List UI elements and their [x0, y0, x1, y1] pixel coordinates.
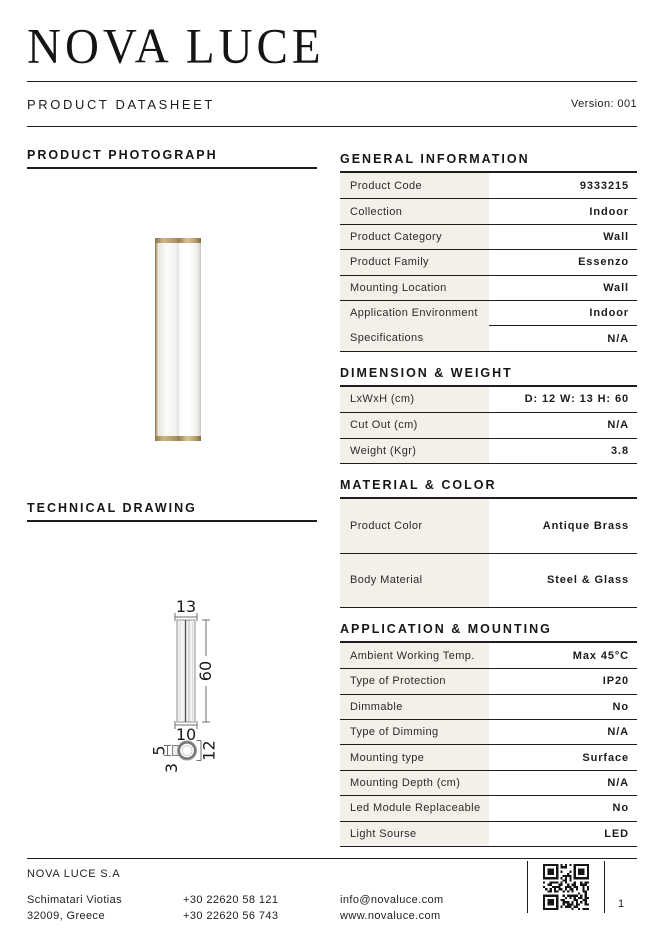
qr-code-icon: [543, 864, 589, 910]
spec-row: [340, 719, 637, 744]
left-column: [27, 148, 317, 858]
spec-label: Weight (Kgr): [340, 439, 489, 463]
spec-label: LxWxH (cm): [340, 387, 489, 412]
spec-value: Indoor: [589, 205, 629, 218]
spec-label: Mounting Depth (cm): [340, 771, 489, 795]
footer-contacts: [340, 893, 444, 924]
page-title: PRODUCT DATASHEET: [27, 96, 215, 112]
spec-table-title: MATERIAL & COLOR: [340, 478, 637, 499]
spec-label: Specifications: [340, 325, 489, 350]
spec-value: Surface: [582, 751, 629, 764]
spec-value: No: [612, 700, 629, 713]
email-text: info@novaluce.com: [340, 894, 444, 906]
spec-table: [340, 152, 637, 352]
spec-value: N/A: [607, 777, 629, 790]
spec-row: [340, 643, 637, 668]
spec-table: [340, 622, 637, 847]
address-line-1: Schimatari Viotias: [27, 894, 123, 906]
section-title-technical-drawing: TECHNICAL DRAWING: [27, 501, 317, 522]
content: [0, 148, 664, 858]
spec-row: [340, 499, 637, 553]
spec-label: Mounting Location: [340, 276, 489, 300]
spec-row: [340, 412, 637, 437]
section-title-product-photograph: PRODUCT PHOTOGRAPH: [27, 148, 317, 169]
spec-label: Application Environment: [340, 301, 489, 325]
spec-value: Antique Brass: [542, 519, 629, 532]
spec-row: [340, 795, 637, 820]
title-bar: [27, 81, 637, 127]
phone-2: +30 22620 56 743: [183, 909, 279, 922]
technical-drawing: [27, 586, 317, 786]
spec-value: Essenzo: [578, 256, 629, 269]
spec-label: Product Code: [340, 173, 489, 198]
spec-row: [340, 198, 637, 223]
website-text: www.novaluce.com: [340, 909, 441, 922]
spec-table-title: GENERAL INFORMATION: [340, 152, 637, 173]
header: [0, 0, 664, 127]
lamp-bottom-cap: [155, 436, 201, 441]
spec-value: 9333215: [579, 179, 629, 192]
dim-top-width: 13: [175, 597, 197, 616]
spec-value: IP20: [602, 675, 629, 688]
spec-label: Led Module Replaceable: [340, 796, 489, 820]
spec-label: Collection: [340, 199, 489, 223]
spec-label: Dimmable: [340, 695, 489, 719]
spec-label: Mounting type: [340, 745, 489, 769]
product-photo: [27, 169, 317, 501]
spec-label: Type of Dimming: [340, 720, 489, 744]
page-number: 1: [617, 898, 625, 910]
spec-label: Light Sourse: [340, 822, 489, 846]
spec-table-title: APPLICATION & MOUNTING: [340, 622, 637, 643]
dim-plate-height: 5: [149, 745, 169, 756]
spec-table: [340, 478, 637, 608]
spec-row: [340, 438, 637, 463]
spec-row: [340, 770, 637, 795]
spec-row: [340, 668, 637, 693]
spec-value: N/A: [489, 325, 638, 350]
spec-row: [340, 300, 637, 325]
brand-logo: NOVA LUCE: [27, 18, 325, 75]
spec-row: [340, 694, 637, 719]
spec-value: 3.8: [611, 444, 629, 457]
footer-phones: [183, 893, 340, 924]
dim-plate-depth: 3: [162, 762, 181, 774]
spec-label: Product Family: [340, 250, 489, 274]
dim-height: 60: [196, 660, 215, 682]
spec-row: [340, 224, 637, 249]
spec-value: LED: [604, 827, 629, 840]
qr-frame: [527, 861, 605, 913]
spec-value: N/A: [607, 726, 629, 739]
spec-value: No: [612, 802, 629, 815]
dim-side-height: 12: [199, 740, 219, 761]
spec-row: [340, 387, 637, 412]
spec-label: Ambient Working Temp.: [340, 643, 489, 668]
spec-label: Body Material: [340, 554, 489, 607]
lamp-glass-body: [155, 243, 201, 436]
spec-row: [340, 325, 637, 350]
footer-address: [27, 893, 183, 924]
company-name: NOVA LUCE S.A: [27, 868, 121, 880]
spec-value: N/A: [607, 419, 629, 432]
spec-label: Type of Protection: [340, 669, 489, 693]
spec-row: [340, 249, 637, 274]
spec-label: Product Category: [340, 225, 489, 249]
spec-row: [340, 173, 637, 198]
spec-table: [340, 366, 637, 464]
footer-right: [527, 861, 637, 913]
wall-lamp-image: [155, 238, 201, 441]
spec-value: Max 45°C: [572, 649, 629, 662]
phone-1: +30 22620 58 121: [183, 894, 279, 906]
dim-bottom-width: 10: [175, 725, 197, 744]
spec-value: Steel & Glass: [546, 574, 629, 587]
spec-label: Product Color: [340, 499, 489, 553]
spec-value: Wall: [603, 230, 629, 243]
spec-value: Indoor: [589, 307, 629, 320]
version-label: Version: 001: [571, 98, 637, 110]
spec-value: Wall: [603, 281, 629, 294]
spec-value: D: 12 W: 13 H: 60: [524, 393, 629, 406]
spec-label: Cut Out (cm): [340, 413, 489, 437]
spec-row: [340, 553, 637, 607]
spec-row: [340, 821, 637, 846]
address-line-2: 32009, Greece: [27, 909, 105, 922]
spec-tables: [340, 148, 637, 858]
spec-row: [340, 275, 637, 300]
footer: [0, 858, 664, 936]
spec-row: [340, 744, 637, 769]
spec-table-title: DIMENSION & WEIGHT: [340, 366, 637, 387]
